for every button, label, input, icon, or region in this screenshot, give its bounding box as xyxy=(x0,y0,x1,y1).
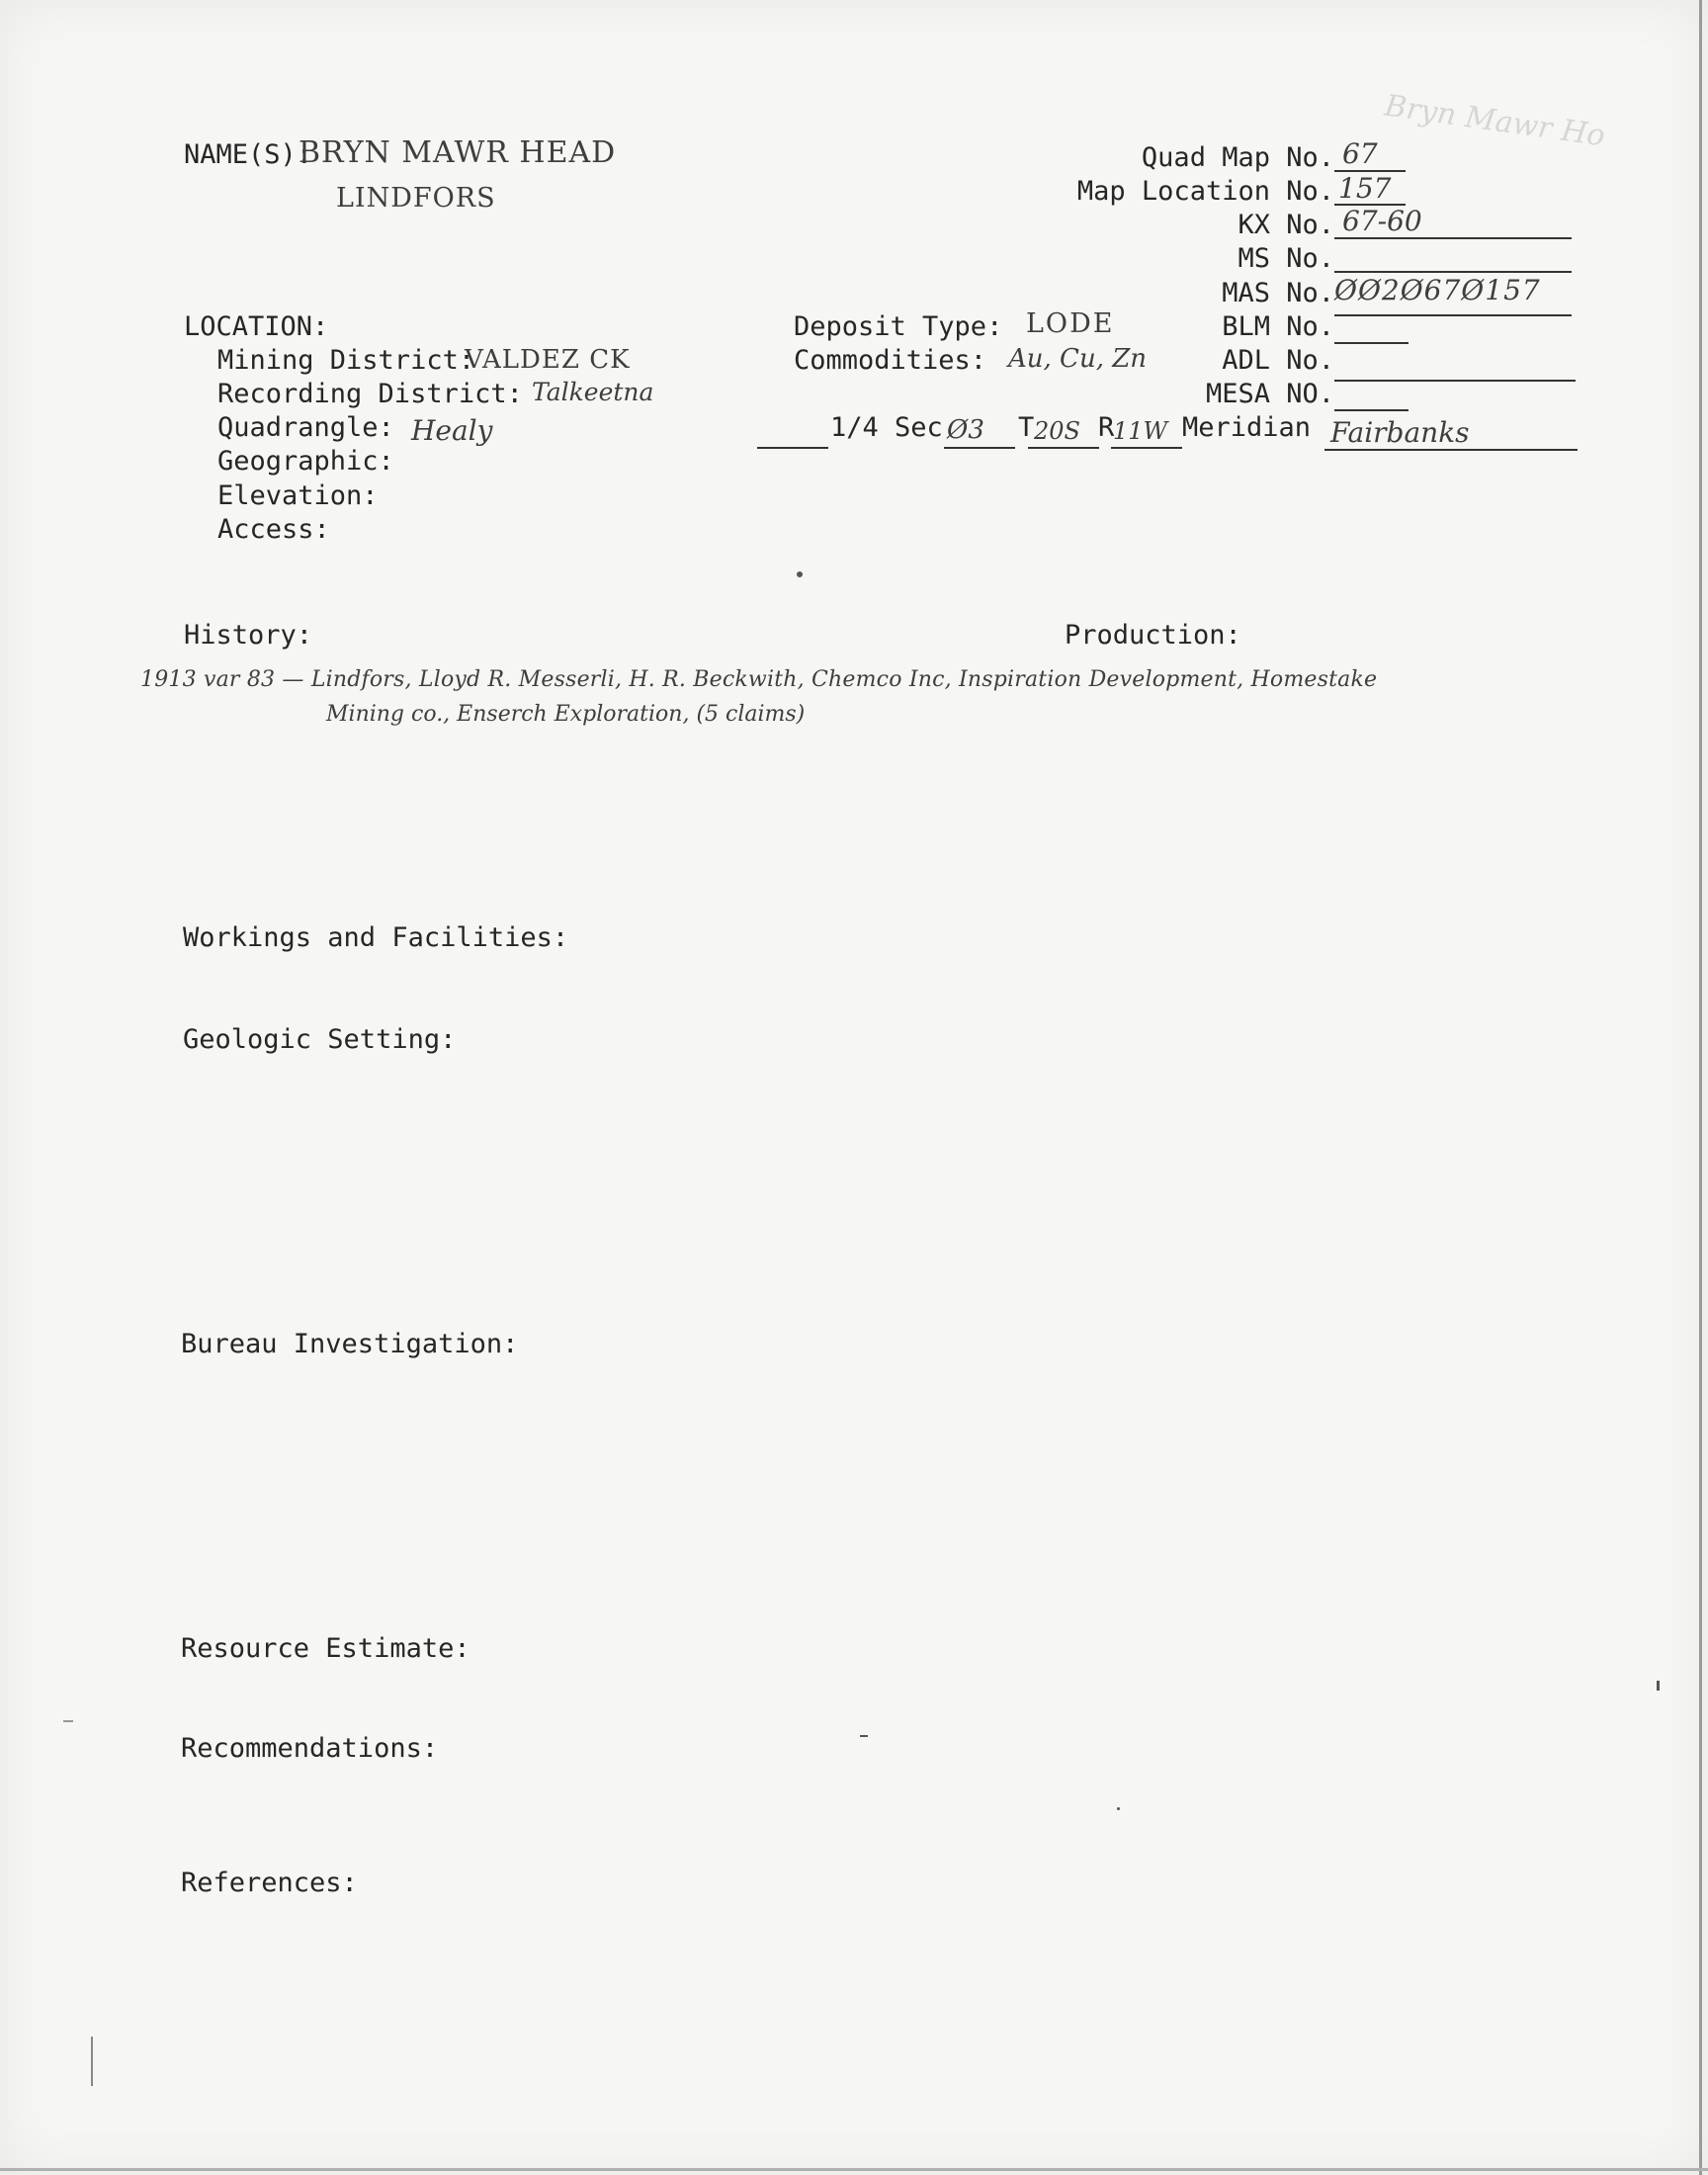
adl-underline xyxy=(1334,380,1576,382)
quarter-underline xyxy=(757,447,828,449)
blm-label: BLM No. xyxy=(1222,311,1334,342)
ms-underline xyxy=(1334,271,1572,273)
geologic-setting-label: Geologic Setting: xyxy=(183,1024,457,1055)
history-line-1: 1913 var 83 — Lindfors, Lloyd R. Messerli, H. R. Beckwith, Chemco Inc, Inspiration Development, Homestake xyxy=(140,667,1378,692)
mas-label: MAS No. xyxy=(1222,278,1334,308)
map-location-label: Map Location No. xyxy=(1076,176,1334,207)
map-location-value: 157 xyxy=(1338,172,1392,205)
name-value-1: BRYN MAWR HEAD xyxy=(299,135,617,170)
quadrangle-label: Quadrangle: xyxy=(217,412,394,443)
recommendations-label: Recommendations: xyxy=(181,1733,439,1764)
page-edge-right xyxy=(1699,0,1702,2175)
mining-district-value: VALDEZ CK xyxy=(465,345,631,375)
ms-label: MS No. xyxy=(1238,243,1334,274)
bleed-through-text: Bryn Mawr Ho xyxy=(1382,88,1607,154)
history-line-2: Mining co., Enserch Exploration, (5 claims) xyxy=(326,702,806,727)
access-label: Access: xyxy=(217,514,330,545)
kx-underline xyxy=(1334,237,1572,239)
township-label: T xyxy=(1018,412,1035,443)
section-underline xyxy=(944,447,1015,449)
meridian-label: Meridian xyxy=(1182,412,1312,443)
quadrangle-value: Healy xyxy=(411,414,493,447)
references-label: References: xyxy=(181,1868,358,1898)
range-label: R xyxy=(1098,412,1115,443)
location-label: LOCATION: xyxy=(184,311,329,342)
scan-speck xyxy=(1657,1681,1660,1691)
mesa-label: MESA NO. xyxy=(1205,379,1334,409)
elevation-label: Elevation: xyxy=(217,480,379,511)
mas-value: ØØ2Ø67Ø157 xyxy=(1334,274,1541,306)
deposit-type-label: Deposit Type: xyxy=(794,311,1003,342)
scan-speck xyxy=(797,571,803,577)
resource-estimate-label: Resource Estimate: xyxy=(181,1633,470,1664)
section-value: Ø3 xyxy=(947,415,984,445)
blm-underline xyxy=(1334,342,1409,344)
quad-map-label: Quad Map No. xyxy=(1141,142,1334,173)
commodities-label: Commodities: xyxy=(794,345,987,376)
quad-map-value: 67 xyxy=(1342,137,1378,170)
scan-speck xyxy=(860,1735,868,1737)
names-label: NAME(S): xyxy=(184,139,313,170)
meridian-value: Fairbanks xyxy=(1330,416,1470,449)
scan-speck xyxy=(1117,1807,1120,1810)
meridian-underline xyxy=(1324,449,1578,451)
township-underline xyxy=(1028,447,1099,449)
range-value: 11W xyxy=(1113,417,1168,445)
township-value: 20S xyxy=(1034,417,1080,445)
scan-speck xyxy=(91,2037,93,2086)
bureau-investigation-label: Bureau Investigation: xyxy=(181,1329,519,1359)
range-underline xyxy=(1111,447,1182,449)
scan-speck xyxy=(63,1720,73,1722)
recording-district-value: Talkeetna xyxy=(532,378,654,406)
production-label: Production: xyxy=(1065,620,1241,651)
kx-value: 67-60 xyxy=(1342,205,1422,237)
mas-underline xyxy=(1334,314,1572,316)
commodities-value: Au, Cu, Zn xyxy=(1008,344,1148,374)
name-value-2: LINDFORS xyxy=(336,183,496,214)
adl-label: ADL No. xyxy=(1222,345,1334,376)
mining-district-label: Mining District: xyxy=(217,345,475,376)
recording-district-label: Recording District: xyxy=(217,379,523,409)
quarter-sec-label: 1/4 Sec xyxy=(830,412,943,443)
mesa-underline xyxy=(1334,409,1409,411)
page-edge-bottom xyxy=(0,2168,1708,2171)
workings-label: Workings and Facilities: xyxy=(183,922,569,953)
kx-label: KX No. xyxy=(1238,210,1334,240)
deposit-type-value: LODE xyxy=(1026,308,1115,339)
history-label: History: xyxy=(184,620,313,651)
geographic-label: Geographic: xyxy=(217,446,394,477)
